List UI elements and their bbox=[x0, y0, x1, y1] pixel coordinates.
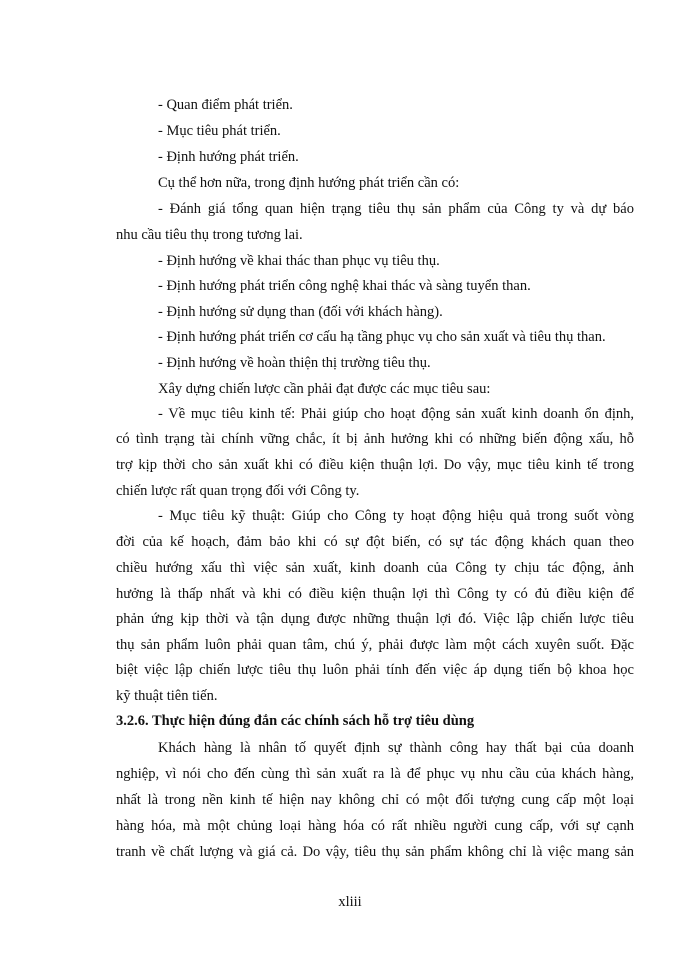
text-line: biệt việc lập chiến lược tiêu thụ luôn phải tính đến việc áp dụng tiến bộ khoa học bbox=[116, 662, 634, 678]
text-line: thụ sản phẩm luôn phải quan tâm, chú ý, phải được làm một cách xuyên suốt. Đặc bbox=[116, 637, 634, 653]
text-line: - Định hướng về hoàn thiện thị trường tiêu thụ. bbox=[158, 355, 431, 371]
text-line: - Định hướng về khai thác than phục vụ tiêu thụ. bbox=[158, 253, 440, 269]
text-line: trợ kịp thời cho sản xuất khi có điều kiện thuận lợi. Do vậy, mục tiêu kinh tế trong bbox=[116, 457, 634, 473]
text-line: - Định hướng sử dụng than (đối với khách hàng). bbox=[158, 304, 443, 320]
text-line: hưởng là thấp nhất và khi có điều kiện thuận lợi thì Công ty có đủ điều kiện để bbox=[116, 586, 634, 602]
text-line: - Quan điểm phát triển. bbox=[158, 97, 293, 113]
text-line: chiều hướng xấu thì việc sản xuất, kinh doanh của Công ty chịu tác động, ảnh bbox=[116, 560, 634, 576]
text-line: Cụ thể hơn nữa, trong định hướng phát triển cần có: bbox=[158, 175, 460, 191]
text-line: - Định hướng phát triển công nghệ khai thác và sàng tuyển than. bbox=[158, 278, 531, 294]
text-line: - Đánh giá tổng quan hiện trạng tiêu thụ sản phẩm của Công ty và dự báo bbox=[158, 201, 634, 217]
text-line: phản ứng kịp thời và tận dụng được những thuận lợi đó. Việc lập chiến lược tiêu bbox=[116, 611, 634, 627]
text-line: nghiệp, vì nói cho đến cùng thì sản xuất ra là để phục vụ nhu cầu của khách hàng, bbox=[116, 766, 634, 782]
text-line: kỹ thuật tiên tiến. bbox=[116, 688, 218, 704]
text-line: nhu cầu tiêu thụ trong tương lai. bbox=[116, 227, 303, 243]
text-line: nhất là trong nền kinh tế hiện nay không chỉ có một đối tượng cung cấp một loại bbox=[116, 792, 634, 808]
text-line: chiến lược rất quan trọng đối với Công ty. bbox=[116, 483, 360, 499]
text-line: - Mục tiêu phát triển. bbox=[158, 123, 281, 139]
text-line: hàng hóa, mà một chủng loại hàng hóa có rất nhiều người cung cấp, với sự cạnh bbox=[116, 818, 634, 834]
text-line: - Định hướng phát triển cơ cấu hạ tầng phục vụ cho sản xuất và tiêu thụ than. bbox=[158, 329, 606, 345]
text-line: Khách hàng là nhân tố quyết định sự thành công hay thất bại của doanh bbox=[158, 740, 634, 756]
text-line: - Định hướng phát triển. bbox=[158, 149, 299, 165]
text-line: - Về mục tiêu kinh tế: Phải giúp cho hoạt động sản xuất kinh doanh ổn định, bbox=[158, 406, 634, 422]
page-number: xliii bbox=[338, 894, 362, 910]
text-line: đời của kế hoạch, đảm bảo khi có sự đột biến, có sự tác động khách quan theo bbox=[116, 534, 634, 550]
text-line: Xây dựng chiến lược cần phải đạt được các mục tiêu sau: bbox=[158, 381, 491, 397]
text-line: tranh về chất lượng và giá cả. Do vậy, tiêu thụ sản phẩm không chỉ là việc mang sản bbox=[116, 844, 634, 860]
text-line: có tình trạng tài chính vững chắc, ít bị ảnh hưởng khi có những biến động xấu, hỗ bbox=[116, 431, 634, 447]
text-line: - Mục tiêu kỹ thuật: Giúp cho Công ty hoạt động hiệu quả trong suốt vòng bbox=[158, 508, 634, 524]
section-heading: 3.2.6. Thực hiện đúng đắn các chính sách hỗ trợ tiêu dùng bbox=[116, 713, 475, 729]
